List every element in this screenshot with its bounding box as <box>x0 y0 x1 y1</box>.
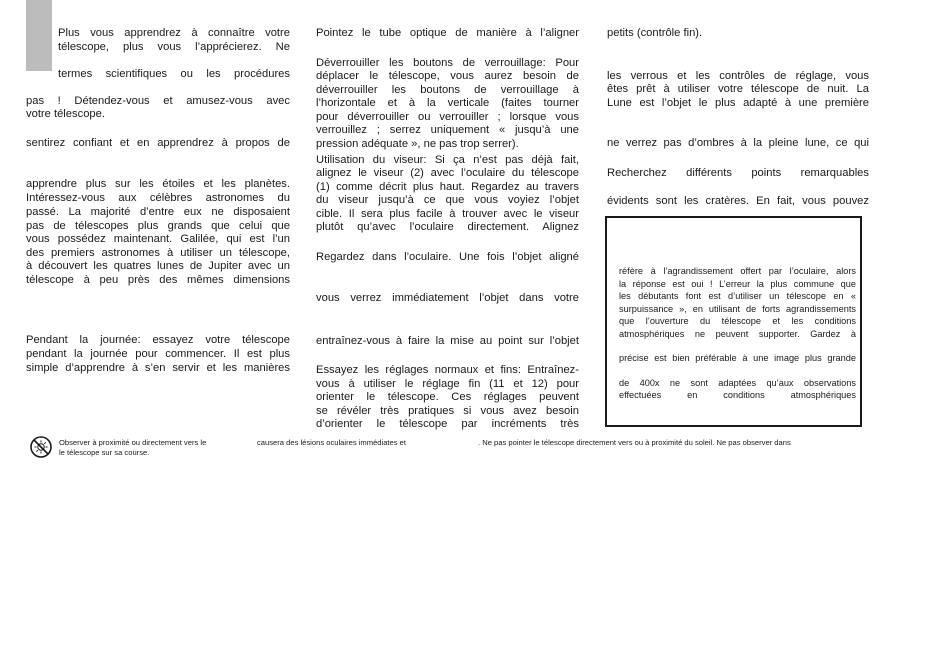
text-line: verrouillez ; serrez uniquement « jusqu’à une <box>316 124 579 136</box>
no-sun-warning-icon <box>30 436 52 458</box>
text-line: entraînez-vous à faire la mise au point sur l’objet <box>316 335 579 347</box>
text-line: pendant la journée pour commencer. Il est plus <box>26 348 290 360</box>
footer-warning-part2: causera des lésions oculaires immédiates et <box>257 438 406 447</box>
text-line: apprendre plus sur les étoiles et les planètes. <box>26 178 290 190</box>
box-line: précise est bien préférable à une image plus grande <box>619 353 856 363</box>
text-line: vous verrez immédiatement l’objet dans votre <box>316 292 579 304</box>
text-line: Utilisation du viseur: Si ça n’est pas déjà fait, <box>316 154 579 166</box>
text-line: déplacer le télescope, vous aurez besoin de <box>316 70 579 82</box>
text-line: télescope, plus vous l’apprécierez. Ne <box>58 41 290 53</box>
text-line: simple d’apprendre à s’en servir et les manières <box>26 362 290 374</box>
text-line: des premiers astronomes à utiliser un télescope, <box>26 247 290 259</box>
text-line: termes scientifiques ou les procédures <box>58 68 290 80</box>
text-line: cible. Il sera plus facile à trouver avec le viseur <box>316 208 579 220</box>
text-line: déverrouiller les boutons de verrouillage à <box>316 84 579 96</box>
text-line: vous à utiliser le réglage fin (11 et 12) pour <box>316 378 579 390</box>
text-line: vous possédez maintenant. Galilée, qui est l’un <box>26 233 290 245</box>
text-line: l’horizontale et à la verticale (faites tourner <box>316 97 579 109</box>
text-line: Pendant la journée: essayez votre télescope <box>26 334 290 346</box>
box-line: de 400x ne sont adaptées qu’aux observations <box>619 378 856 388</box>
text-line: pas ! Détendez-vous et amusez-vous avec <box>26 95 290 107</box>
box-line: atmosphériques ne peuvent supporter. Gardez à <box>619 329 856 339</box>
box-line: réfère à l’agrandissement offert par l’oculaire, alors <box>619 266 856 276</box>
text-line: pas de télescopes plus grands que celui que <box>26 220 290 232</box>
text-line: Recherchez différents points remarquables <box>607 167 869 179</box>
text-line: télescope à peu près des mêmes dimensions <box>26 274 290 286</box>
text-line: Pointez le tube optique de manière à l’aligner <box>316 27 579 39</box>
text-line: les verrous et les contrôles de réglage, vous <box>607 70 869 82</box>
box-line: les débutants font est d’utiliser un télescope en « <box>619 291 856 301</box>
text-line: ne verrez pas d’ombres à la pleine lune, ce qui <box>607 137 869 149</box>
box-line: surpuissance », en utilisant de forts agrandissements <box>619 304 856 314</box>
section-tab <box>26 0 52 71</box>
text-line: pression adéquate », ne pas trop serrer). <box>316 138 519 150</box>
text-line: Intéressez-vous aux célèbres astronomes du <box>26 192 290 204</box>
text-line: Plus vous apprendrez à connaître votre <box>58 27 290 39</box>
text-line: pour déverrouiller ou verrouiller ; lorsque vous <box>316 111 579 123</box>
text-line: évidents sont les cratères. En fait, vous pouvez <box>607 195 869 207</box>
footer-warning-part1: Observer à proximité ou directement vers le <box>59 438 207 447</box>
text-line: Lune est l’objet le plus adapté à une première <box>607 97 869 109</box>
text-line: plutôt qu’avec l’oculaire directement. Alignez <box>316 221 579 233</box>
text-line: sentirez confiant et en apprendrez à propos de <box>26 137 290 149</box>
text-line: Regardez dans l’oculaire. Une fois l’objet aligné <box>316 251 579 263</box>
text-line: votre télescope. <box>26 108 105 120</box>
text-line: se révéler très pratiques si vous avez besoin <box>316 405 579 417</box>
box-line: la réponse est oui ! L’erreur la plus commune que <box>619 279 856 289</box>
footer-warning-part3: . Ne pas pointer le télescope directement vers ou à proximité du soleil. Ne pas observer dans <box>478 438 791 447</box>
text-line: orienter le télescope. Ces réglages peuvent <box>316 391 579 403</box>
text-line: du viseur jusqu’à ce que vous voyiez l’objet <box>316 194 579 206</box>
text-line: petits (contrôle fin). <box>607 27 703 39</box>
text-line: Déverrouiller les boutons de verrouillage: Pour <box>316 57 579 69</box>
footer-warning-part4: le télescope sur sa course. <box>59 448 150 457</box>
text-line: alignez le viseur (2) avec l’oculaire du télescope <box>316 167 579 179</box>
box-line: effectuées en conditions atmosphériques <box>619 390 856 400</box>
info-box <box>605 216 862 427</box>
text-line: (1) comme décrit plus haut. Regardez au travers <box>316 181 579 193</box>
text-line: à découvert les quatres lunes de Jupiter avec un <box>26 260 290 272</box>
text-line: passé. La majorité d’entre eux ne disposaient <box>26 206 290 218</box>
text-line: d’orienter le télescope par incréments très <box>316 418 579 430</box>
text-line: Essayez les réglages normaux et fins: Entraînez- <box>316 364 579 376</box>
box-line: que l’ouverture du télescope et les conditions <box>619 316 856 326</box>
text-line: êtes prêt à utiliser votre télescope de nuit. La <box>607 83 869 95</box>
